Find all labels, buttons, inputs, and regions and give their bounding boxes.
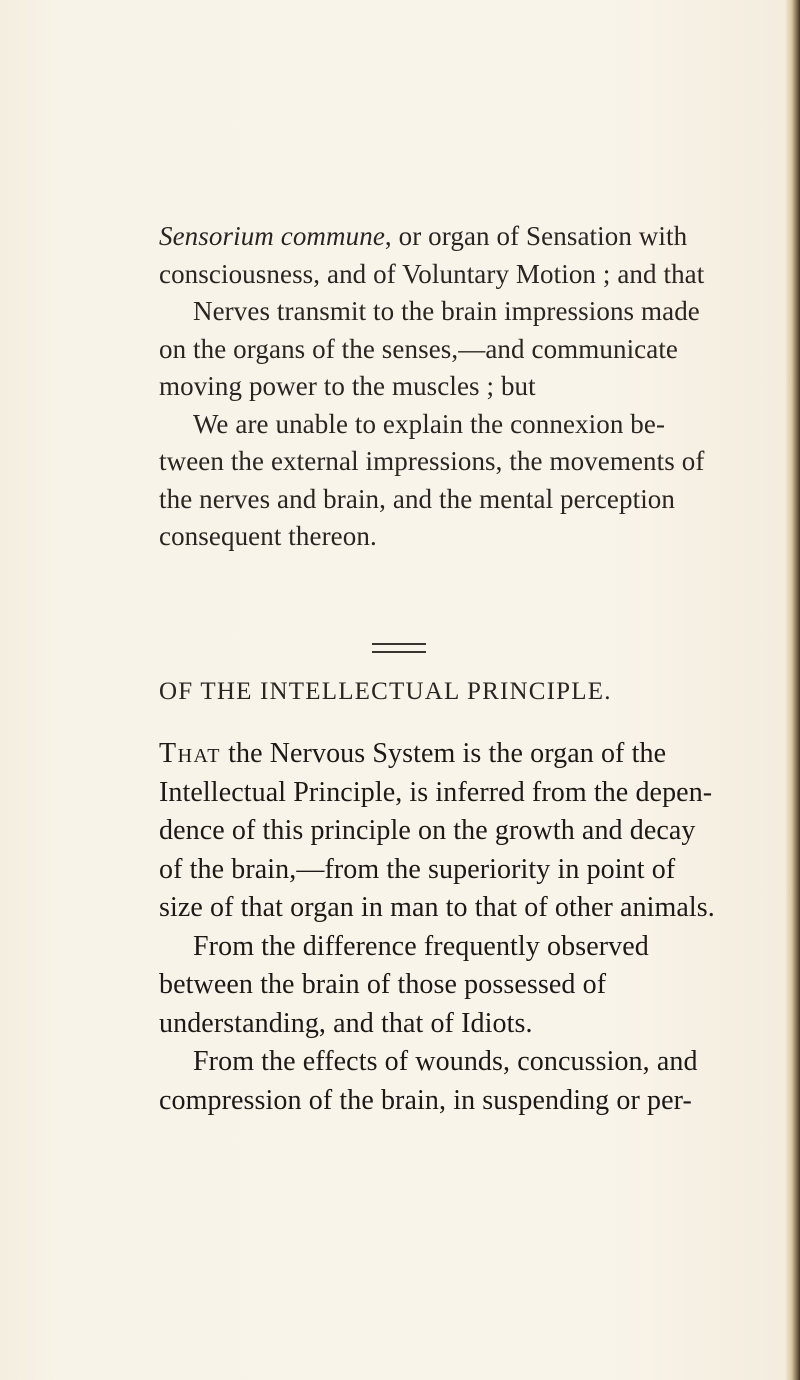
that-paragraph	[159, 735, 719, 928]
nerves-paragraph: Nerves transmit to the brain impressions made on the organs of the senses,—and communicate moving power to the muscles ; but	[159, 296, 700, 401]
that-small-caps: That	[159, 738, 221, 769]
we-paragraph: We are unable to explain the connexion be- tween the external impressions, the movements of the nerves and brain, and the mental perception consequent thereon.	[159, 408, 705, 551]
section-heading: OF THE INTELLECTUAL PRINCIPLE.	[159, 678, 612, 705]
from-effects-paragraph: From the effects of wounds, concussion, and compression of the brain, in suspending or per-	[159, 1046, 698, 1116]
sensorium-italic-text: Sensorium commune	[159, 221, 385, 251]
bottom-text-block	[159, 735, 719, 1120]
sensorium-paragraph	[159, 218, 719, 293]
sensorium-rest-text: , or organ of Sensation with consciousness, and of Voluntary Motion ; and that	[159, 221, 705, 289]
from-difference-paragraph: From the difference frequently observed between the brain of those possessed of understanding, and that of Idiots.	[159, 930, 649, 1039]
double-rule-divider	[372, 643, 426, 653]
that-rest-text: the Nervous System is the organ of the Intellectual Principle, is inferred from the depen- dence of this principle on the growth and decay of the brain,—from the superiority in point of size of that organ in man to that of other animals.	[159, 738, 715, 923]
page-edge	[786, 0, 800, 1380]
top-text-block	[159, 218, 719, 556]
